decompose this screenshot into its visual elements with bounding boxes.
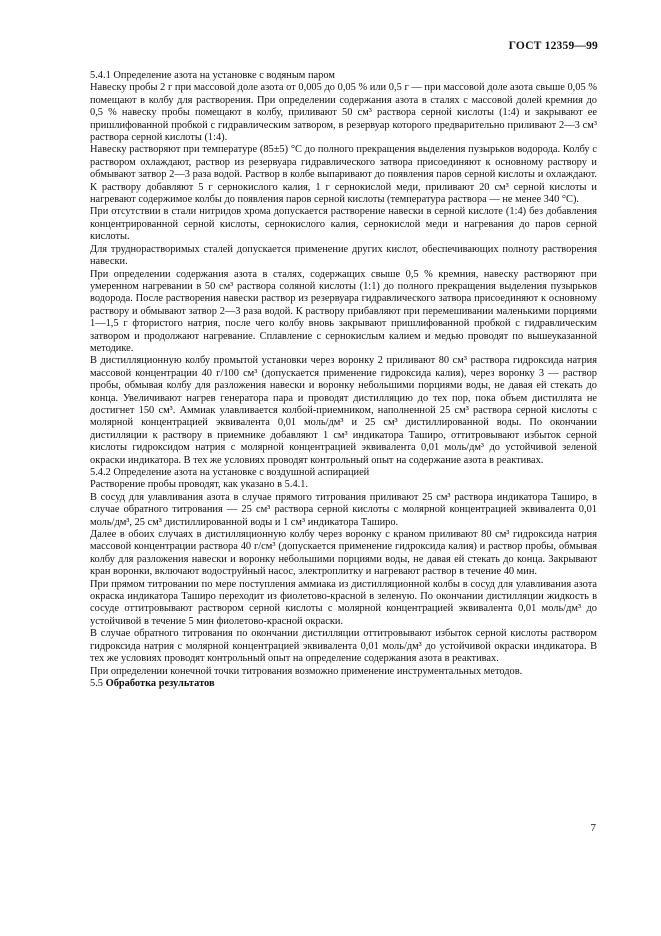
paragraph: Навеску растворяют при температуре (85±5) °С до полного прекращения выделения пузырьков водорода. Колбу с раствором охлаждают, раствор из резервуара гидравлического затвора присоединяют к основному раствору и обмывают затвор 2—3 раза водой. Раствор в колбе выпаривают до появления паров серной кислоты и охлаждают. К раствору добавляют 5 г сернокислого калия, 1 г сернокислой меди, приливают 20 см³ серной кислоты и нагревают содержимое колбы до появления паров серной кислоты (температура раствора — не менее 340 °С). [90, 144, 597, 206]
paragraph: В сосуд для улавливания азота в случае прямого титрования приливают 25 см³ раствора индикатора Таширо, в случае обратного титрования — 25 см³ раствора серной кислоты с молярной концентрацией эквивалента 0,01 моль/дм³, 25 см³ дистиллированной воды и 1 см³ индикатора Таширо. [90, 491, 597, 528]
paragraph: При прямом титровании по мере поступления аммиака из дистилляционной колбы в сосуд для улавливания азота окраска индикатора Таширо переходит из фиолетово-красной в зеленую. По окончании дистилляции жидкость в сосуде оттитровывают раствором серной кислоты с молярной концентрацией эквивалента 0,01 моль/дм³ до устойчивой в течение 5 мин фиолетово-красной окраски. [90, 578, 597, 627]
document-body [90, 70, 597, 690]
paragraph: При определении конечной точки титрования возможно применение инструментальных методов. [90, 665, 523, 677]
paragraph: Далее в обоих случаях в дистилляционную колбу через воронку с краном приливают 80 см³ гидроксида натрия массовой концентрации раствора 40 г/см³ (допускается применение гидроксида калия) и раствор пробы, обмывая колбу для разложения навески и воронку небольшими порциями воды, не давая ей стекать до конца. Закрывают кран воронки, включают водоструйный насос, электроплитку и нагревают раствор в течение 40 мин. [90, 529, 597, 578]
page-number: 7 [590, 822, 596, 834]
paragraph: Навеску пробы 2 г при массовой доле азота от 0,005 до 0,05 % или 0,5 г — при массовой доле азота свыше 0,05 % помещают в колбу для растворения. При определении содержания азота в сталях с массовой долей кремния до 0,5 % навеску пробы помещают в колбу, приливают 50 см³ раствора серной кислоты (1:4) и закрывают ее пришлифованной пробкой с гидравлическим затвором, в резервуар которого предварительно приливают 2—3 см³ раствора серной кислоты (1:4). [90, 82, 597, 144]
paragraph: При определении содержания азота в сталях, содержащих свыше 0,5 % кремния, навеску растворяют при умеренном нагревании в 50 см³ раствора соляной кислоты (1:1) до полного прекращения выделения пузырьков водорода. После растворения навески раствор из резервуара гидравлического затвора присоединяют к основному раствору и обмывают затвор 2—3 раза водой. К раствору прибавляют при перемешивании маленькими порциями 1—1,5 г фтористого натрия, после чего колбу вновь закрывают пришлифованной пробкой с гидравлическим затвором и продолжают нагревание. Сплавление с сернокислым калием и медью проводят по вышеуказанной методике. [90, 268, 597, 354]
paragraph: В случае обратного титрования по окончании дистилляции оттитровывают избыток серной кислоты раствором гидроксида натрия с молярной концентрацией эквивалента 0,01 моль/дм³ до устойчивой окраски индикатора. В тех же условиях проводят контрольный опыт на определение содержания азота в реактивах. [90, 628, 597, 665]
paragraph: При отсутствии в стали нитридов хрома допускается растворение навески в серной кислоте (1:4) без добавления концентрированной серной кислоты, сернокислого калия, сернокислой меди и нагревания до паров серной кислоты. [90, 206, 597, 243]
section-heading-541: 5.4.1 Определение азота на установке с водяным паром [90, 70, 335, 81]
paragraph: Растворение пробы проводят, как указано в 5.4.1. [90, 479, 309, 491]
section-heading-542: 5.4.2 Определение азота на установке с воздушной аспирацией [90, 467, 370, 478]
standard-code-header: ГОСТ 12359—99 [508, 40, 598, 52]
paragraph: В дистилляционную колбу промытой установки через воронку 2 приливают 80 см³ раствора гидроксида натрия массовой концентрации 40 г/100 см³ (допускается применение гидроксида калия), через воронку 3 — раствор пробы, обмывая колбу для разложения навески и воронку небольшими порциями воды, не давая ей стекать до конца. Увеличивают нагрев генератора пара и проводят дистилляцию до тех пор, пока объем дистиллята не достигнет 150 см³. Аммиак улавливается колбой-приемником, наполненной 25 см³ раствора серной кислоты с молярной концентрацией эквивалента 0,01 моль/дм³ и 25 см³ дистиллированной воды. По окончании дистилляции к раствору в приемнике добавляют 1 см³ индикатора Таширо, оттитровывают избыток серной кислоты гидроксидом натрия с молярной концентрацией эквивалента 0,01 моль/дм³ до устойчивой зеленой окраски индикатора. В тех же условиях проводят контрольный опыт на содержание азота в реактивах. [90, 355, 597, 466]
section-heading-55: 5.5 Обработка результатов [90, 677, 215, 689]
paragraph: Для труднорастворимых сталей допускается применение других кислот, обеспечивающих полноту растворения навески. [90, 243, 597, 268]
section-title-bold: Обработка результатов [105, 677, 215, 689]
